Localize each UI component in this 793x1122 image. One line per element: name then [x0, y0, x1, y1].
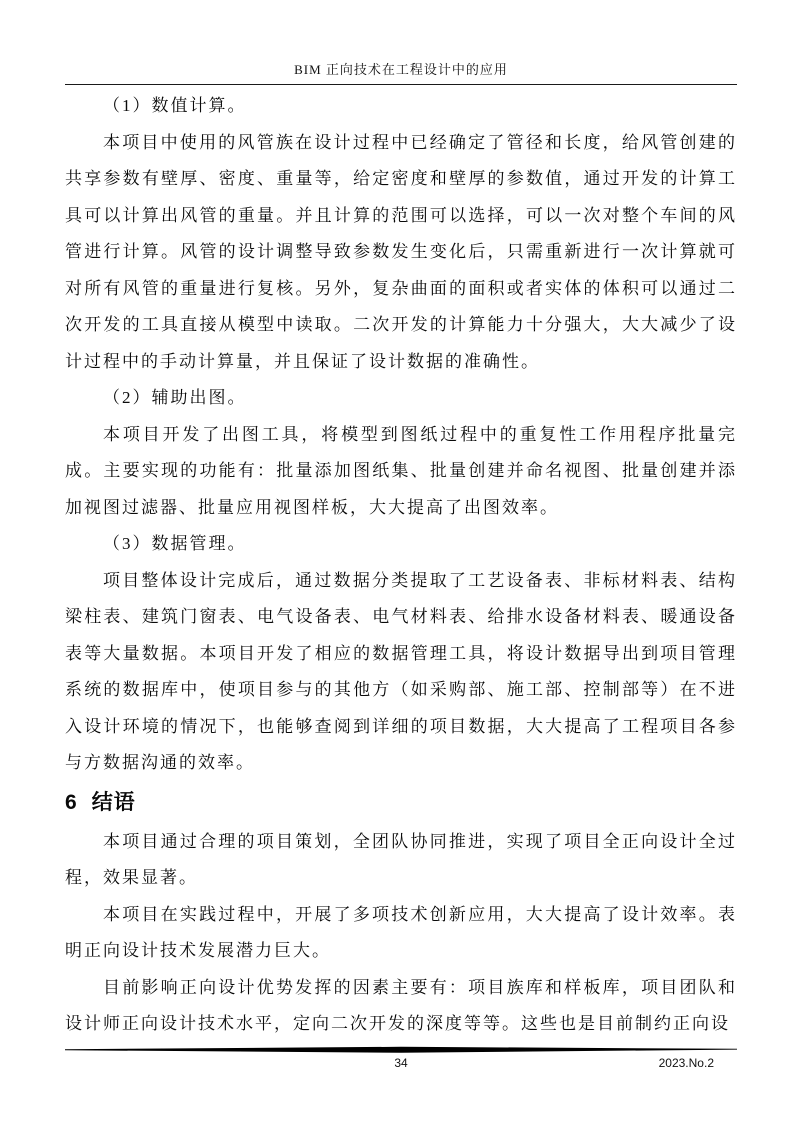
- article-body: [65, 88, 737, 1043]
- issue-label: 2023.No.2: [658, 1056, 714, 1070]
- paragraph-data-management: 项目整体设计完成后，通过数据分类提取了工艺设备表、非标材料表、结构梁柱表、建筑门窗表、电气设备表、电气材料表、给排水设备材料表、暖通设备表等大量数据。本项目开发了相应的数据管理工具，将设计数据导出到项目管理系统的数据库中，使项目参与的其他方（如采购部、施工部、控制部等）在不进入设计环境的情况下，也能够查阅到详细的项目数据，大大提高了工程项目各参与方数据沟通的效率。: [65, 570, 737, 772]
- section-title: 结语: [91, 790, 136, 814]
- section-number: 6: [65, 790, 78, 814]
- paragraph-conclusion-2: 本项目在实践过程中，开展了多项技术创新应用，大大提高了设计效率。表明正向设计技术发展潜力巨大。: [65, 904, 737, 960]
- paragraph-numeric-calculation: 本项目中使用的风管族在设计过程中已经确定了管径和长度，给风管创建的共享参数有壁厚、密度、重量等，给定密度和壁厚的参数值，通过开发的计算工具可以计算出风管的重量。并且计算的范围可以选择，可以一次对整个车间的风管进行计算。风管的设计调整导致参数发生变化后，只需重新进行一次计算就可对所有风管的重量进行复核。另外，复杂曲面的面积或者实体的体积可以通过二次开发的工具直接从模型中读取。二次开发的计算能力十分强大，大大减少了设计过程中的手动计算量，并且保证了设计数据的准确性。: [65, 132, 737, 371]
- paragraph-assisted-drawing: 本项目开发了出图工具，将模型到图纸过程中的重复性工作用程序批量完成。主要实现的功能有：批量添加图纸集、批量创建并命名视图、批量创建并添加视图过滤器、批量应用视图样板，大大提高了出图效率。: [65, 424, 737, 517]
- running-header-title: BIM 正向技术在工程设计中的应用: [294, 62, 508, 77]
- footer-rule: [65, 1046, 737, 1054]
- section-heading-conclusion: [65, 782, 737, 824]
- running-header: [65, 59, 737, 85]
- subheading-numeric-calculation: （1）数值计算。: [103, 96, 247, 115]
- subheading-assisted-drawing: （2）辅助出图。: [103, 388, 247, 407]
- page-number: 34: [394, 1056, 408, 1070]
- paragraph-conclusion-1: 本项目通过合理的项目策划，全团队协同推进，实现了项目全正向设计全过程，效果显著。: [65, 831, 737, 887]
- paragraph-conclusion-3: 目前影响正向设计优势发挥的因素主要有：项目族库和样板库，项目团队和设计师正向设计技术水平，定向二次开发的深度等等。这些也是目前制约正向设: [65, 977, 737, 1033]
- subheading-data-management: （3）数据管理。: [103, 534, 247, 553]
